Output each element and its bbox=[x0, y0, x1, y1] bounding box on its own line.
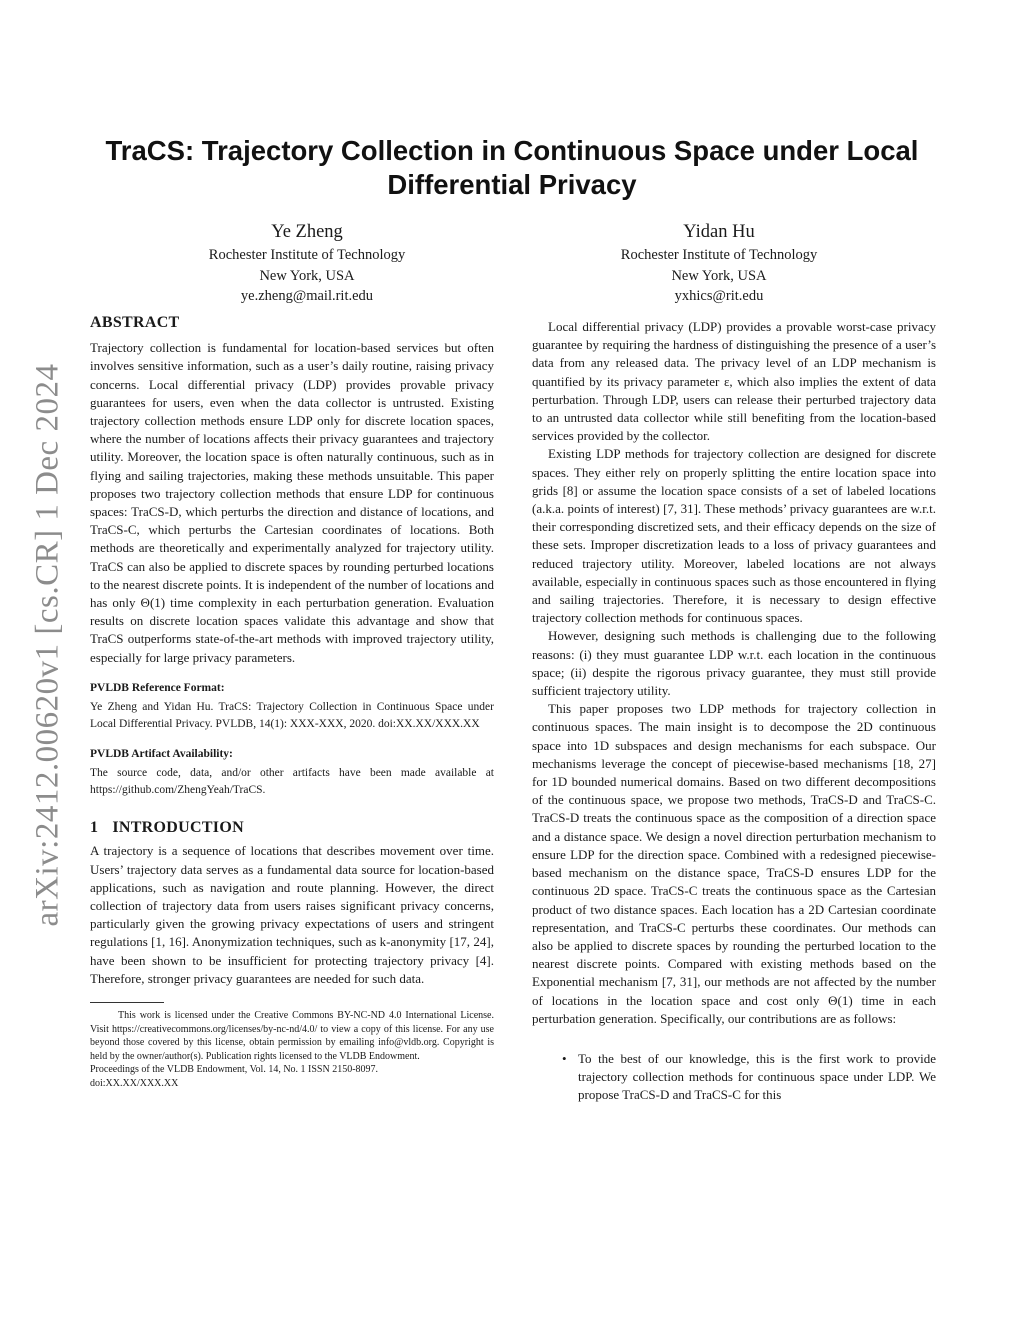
author-email: yxhics@rit.edu bbox=[674, 288, 764, 304]
footnote bbox=[90, 1009, 494, 1091]
artifact-text: The source code, data, and/or other artifacts have been made available at https://github.com/ZhengYeah/TraCS. bbox=[90, 767, 494, 797]
author-affiliation: Rochester Institute of Technology bbox=[208, 247, 406, 263]
paper-title: TraCS: Trajectory Collection in Continuous Space under Local Differential Privacy bbox=[105, 135, 919, 200]
right-column bbox=[532, 318, 936, 1105]
contribution-item bbox=[532, 1050, 936, 1105]
arxiv-identifier-text: arXiv:2412.00620v1 [cs.CR] 1 Dec 2024 bbox=[29, 363, 66, 927]
body-paragraph: However, designing such methods is challenging due to the following reasons: (i) they must guarantee LDP w.r.t. each location in the continuous space; (ii) despite the rigorous privacy guarantee, they must still provide sufficient trajectory utility. bbox=[532, 628, 936, 699]
author-block-2 bbox=[549, 220, 889, 307]
introduction-heading bbox=[90, 819, 494, 837]
author-affiliation: Rochester Institute of Technology bbox=[620, 247, 818, 263]
author-location: New York, USA bbox=[259, 267, 355, 284]
author-email: ye.zheng@mail.rit.edu bbox=[240, 288, 374, 304]
contribution-text: To the best of our knowledge, this is the first work to provide trajectory collection methods for continuous space under LDP. We propose TraCS-D and TraCS-C for this bbox=[578, 1050, 936, 1103]
arxiv-identifier-stamp bbox=[18, 365, 78, 925]
left-column bbox=[90, 314, 494, 1091]
contributions-list bbox=[532, 1050, 936, 1105]
body-paragraph: This paper proposes two LDP methods for trajectory collection in continuous spaces. The main insight is to decompose the 2D continuous space into 1D subspaces and design mechanisms for each subspace. Our mechanisms leverage the concept of piecewise-based mechanisms [18, 27] for 1D bounded numerical domains. Based on two different decompositions of the continuous space, we propose two methods, TraCS-D and TraCS-C. TraCS-D treats the continuous space as the composition of a direction space and a distance space. We design a novel direction perturbation mechanism to ensure LDP for the direction space. Combined with a redesigned piecewise-based mechanism on the distance space, TraCS-D ensures LDP for the continuous 2D space. TraCS-C treats the continuous space as the Cartesian product of two distance spaces. Each location has a 2D Cartesian coordinate representation, and TraCS-C perturbs these coordinates. Our methods can also be applied to discrete spaces by rounding the perturbed location to the nearest discrete points. Compared with existing methods based on the Exponential mechanism [7, 31], our methods are not affected by the number of locations in the location space and cost only Θ(1) time in each perturbation generation. Specifically, our contributions are as follows: bbox=[532, 701, 936, 1026]
section-number: 1 bbox=[90, 819, 99, 837]
introduction-paragraph-1: A trajectory is a sequence of locations that describes movement over time. Users’ trajectory data serves as a fundamental data source for location-based applications, such as navigation and route planning. However, the direct collection of trajectory data from users raises significant privacy concerns, particularly given the growing privacy expectations of users and stringent regulations [1, 16]. Anonymization techniques, such as k-anonymity [17, 24], have been shown to be insufficient for protecting trajectory privacy [4]. Therefore, stronger privacy guarantees are needed for such data. bbox=[90, 843, 494, 986]
artifact-heading: PVLDB Artifact Availability: bbox=[90, 748, 233, 761]
author-block-1 bbox=[137, 220, 477, 307]
footnote-proceedings: Proceedings of the VLDB Endowment, Vol. 14, No. 1 ISSN 2150-8097. bbox=[90, 1064, 379, 1076]
abstract-text: Trajectory collection is fundamental for location-based services but often involves sensitive information, such as a user’s daily routine, raising privacy concerns. Local differential privacy (LDP) provides provable privacy guarantees for users, even when the data collector is untrusted. Existing trajectory collection methods ensure LDP only for discrete location spaces, where the number of locations affects their privacy guarantees and trajectory utility. Moreover, the location space is often naturally continuous, such as in flying and sailing trajectories, making these methods unsuitable. This paper proposes two trajectory collection methods that ensure LDP for continuous spaces: TraCS-D, which perturbs the direction and distance of locations, and TraCS-C, which perturbs the Cartesian coordinates of locations. Both methods are theoretically and experimentally analyzed for trajectory utility. TraCS can also be applied to discrete spaces by rounding perturbed locations to the nearest discrete points. It is independent of the number of locations and has only Θ(1) time complexity in each perturbation generation. Evaluation results on discrete location spaces validate this advantage and show that TraCS outperforms state-of-the-art methods with improved trajectory utility, especially for large privacy parameters. bbox=[90, 340, 494, 665]
section-title: INTRODUCTION bbox=[112, 819, 244, 837]
body-paragraph: Existing LDP methods for trajectory collection are designed for discrete spaces. They either rely on properly splitting the entire location space into grids [8] or assume the location space consists of a set of labeled locations (a.k.a. points of interest) [7, 31]. These methods’ privacy guarantees are w.r.t. their corresponding discretized sets, and their efficacy depends on the size of these sets. Improper discretization leads to a loss of privacy guarantees and reduced trajectory utility. Moreover, labeled locations are not always available, especially in continuous spaces such as those encountered in flying and sailing trajectories. Therefore, it is necessary to design effective trajectory collection methods for continuous spaces. bbox=[532, 446, 936, 626]
footnote-doi: doi:XX.XX/XXX.XX bbox=[90, 1078, 179, 1090]
footnote-license: This work is licensed under the Creative Commons BY-NC-ND 4.0 International License. Visit https://creativecommons.org/licenses/by-nc-nd/4.0/ to view a copy of this license. For any use beyond those covered by this license, obtain permission by emailing info@vldb.org. Copyright is held by the owner/author(s). Publication rights licensed to the VLDB Endowment. bbox=[90, 1010, 494, 1062]
reference-format-text: Ye Zheng and Yidan Hu. TraCS: Trajectory Collection in Continuous Space under Local Differential Privacy. PVLDB, 14(1): XXX-XXX, 2020. doi:XX.XX/XXX.XX bbox=[90, 701, 494, 731]
reference-format-heading: PVLDB Reference Format: bbox=[90, 681, 225, 694]
footnote-divider bbox=[90, 1002, 164, 1003]
abstract-heading: ABSTRACT bbox=[90, 314, 180, 331]
author-location: New York, USA bbox=[671, 267, 767, 284]
author-name: Yidan Hu bbox=[683, 222, 755, 242]
bullet-marker: • bbox=[562, 1050, 567, 1066]
body-paragraph: Local differential privacy (LDP) provides a provable worst-case privacy guarantee by requiring the hardness of distinguishing the presence of a user’s data from any released data. The privacy level of an LDP mechanism is quantified by its privacy parameter ε, which also implies the extent of data perturbation. Through LDP, users can release their perturbed trajectory data to an untrusted data collector while still benefiting from the location-based services provided by the collector. bbox=[532, 319, 936, 444]
author-name: Ye Zheng bbox=[271, 222, 343, 242]
